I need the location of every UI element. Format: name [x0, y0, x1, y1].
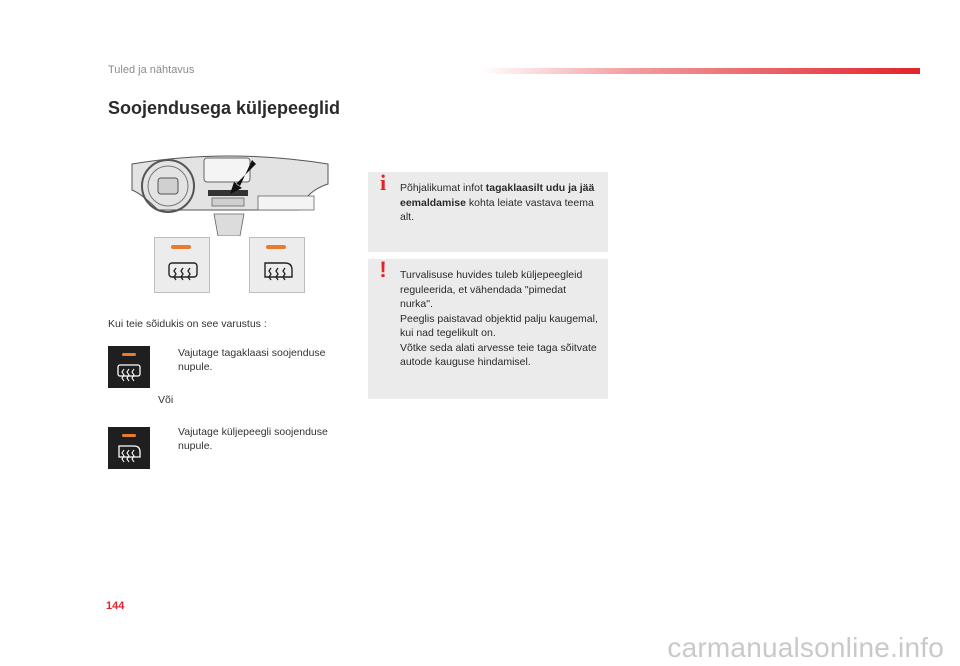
indicator-led	[122, 434, 136, 437]
info-icon: i	[379, 170, 387, 195]
warning-line: Võtke seda alati arvesse teie taga sõitvate autode kauguse hindamisel.	[400, 341, 597, 368]
mirror-defrost-icon	[261, 260, 295, 284]
warning-line: Turvalisuse huvides tuleb küljepeegleid reguleerida, et vähendada "pimedat nurka".	[400, 269, 583, 310]
indicator-led	[171, 245, 191, 249]
warning-icon: !	[379, 257, 387, 282]
page-title: Soojendusega küljepeeglid	[108, 98, 341, 118]
page-number: 144	[106, 600, 125, 612]
header-accent-bar	[480, 68, 920, 74]
info-note	[368, 172, 608, 252]
mirror-defrost-button-illustration	[249, 237, 305, 293]
intro-text: Kui teie sõidukis on see varustus :	[108, 318, 267, 330]
rear-defrost-button	[108, 346, 150, 388]
rear-defrost-icon	[116, 363, 142, 383]
info-note-text: Põhjalikumat infot tagaklaasilt udu ja jää eemaldamise kohta leiate vastava teema alt.	[400, 182, 595, 223]
instruction-text: Vajutage tagaklaasi soojenduse nupule.	[178, 347, 326, 373]
section-header: Tuled ja nähtavus	[108, 64, 195, 76]
mirror-defrost-icon	[116, 444, 142, 464]
instruction-item	[160, 346, 350, 374]
indicator-led	[266, 245, 286, 249]
or-text: Või	[158, 394, 174, 406]
rear-defrost-button-illustration	[154, 237, 210, 293]
instruction-text: Vajutage küljepeegli soojenduse nupule.	[178, 426, 328, 452]
watermark: carmanualsonline.info	[667, 632, 944, 663]
indicator-led	[122, 353, 136, 356]
warning-note	[368, 259, 608, 399]
dashboard-illustration	[128, 150, 332, 236]
instruction-item	[160, 425, 350, 453]
rear-defrost-icon	[166, 260, 200, 284]
mirror-defrost-button	[108, 427, 150, 469]
warning-line: Peeglis paistavad objektid palju kaugemal, kui nad tegelikult on.	[400, 312, 598, 339]
